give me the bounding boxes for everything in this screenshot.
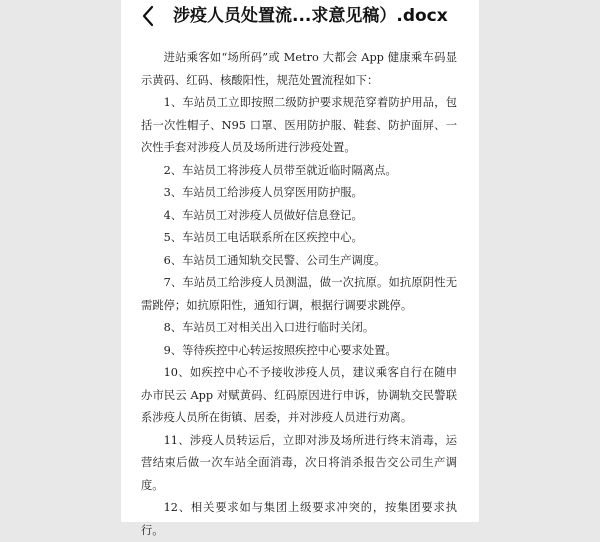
paragraph: 7、车站员工给涉疫人员测温，做一次抗原。如抗原阴性无需跳停；如抗原阳性，通知行调，根据行调要求跳停。: [141, 276, 457, 312]
paragraph: 进站乘客如“场所码”或 Metro 大都会 App 健康乘车码显示黄码、红码、核酸阳性，规范处置流程如下：: [141, 51, 457, 87]
document-body[interactable]: [121, 32, 479, 537]
paragraph: 8、车站员工对相关出入口进行临时关闭。: [163, 321, 375, 334]
paragraph: 11、涉疫人员转运后，立即对涉及场所进行终末消毒，运营结束后做一次车站全面消毒，次日将消杀报告交公司生产调度。: [141, 433, 457, 492]
top-bar: [121, 0, 479, 32]
paragraph: 2、车站员工将涉疫人员带至就近临时隔离点。: [163, 163, 397, 177]
paragraph: 6、车站员工通知轨交民警、公司生产调度。: [163, 253, 386, 267]
chevron-left-icon[interactable]: [137, 4, 161, 28]
paragraph: 3、车站员工给涉疫人员穿医用防护服。: [163, 186, 363, 199]
document-title: 涉疫人员处置流...求意见稿）.docx: [173, 6, 448, 26]
paragraph: 9、等待疾控中心转运按照疾控中心要求处置。: [163, 343, 397, 357]
paragraph: 5、车站员工电话联系所在区疾控中心。: [163, 231, 363, 244]
paragraph: 1、车站员工立即按照二级防护要求规范穿着防护用品，包括一次性帽子、N95 口罩、医用防护服、鞋套、防护面屏、一次性手套对涉疫人员及场所进行涉疫处置。: [141, 96, 457, 154]
paragraph: 12、相关要求如与集团上级要求冲突的，按集团要求执行。: [141, 501, 457, 537]
paragraph: 4、车站员工对涉疫人员做好信息登记。: [163, 208, 363, 222]
document-viewer: [121, 0, 479, 537]
paragraph: 10、如疾控中心不予接收涉疫人员，建议乘客自行在随申办市民云 App 对赋黄码、红码原因进行申诉，协调轨交民警联系涉疫人员所在街镇、居委，并对涉疫人员进行劝离。: [141, 366, 457, 424]
